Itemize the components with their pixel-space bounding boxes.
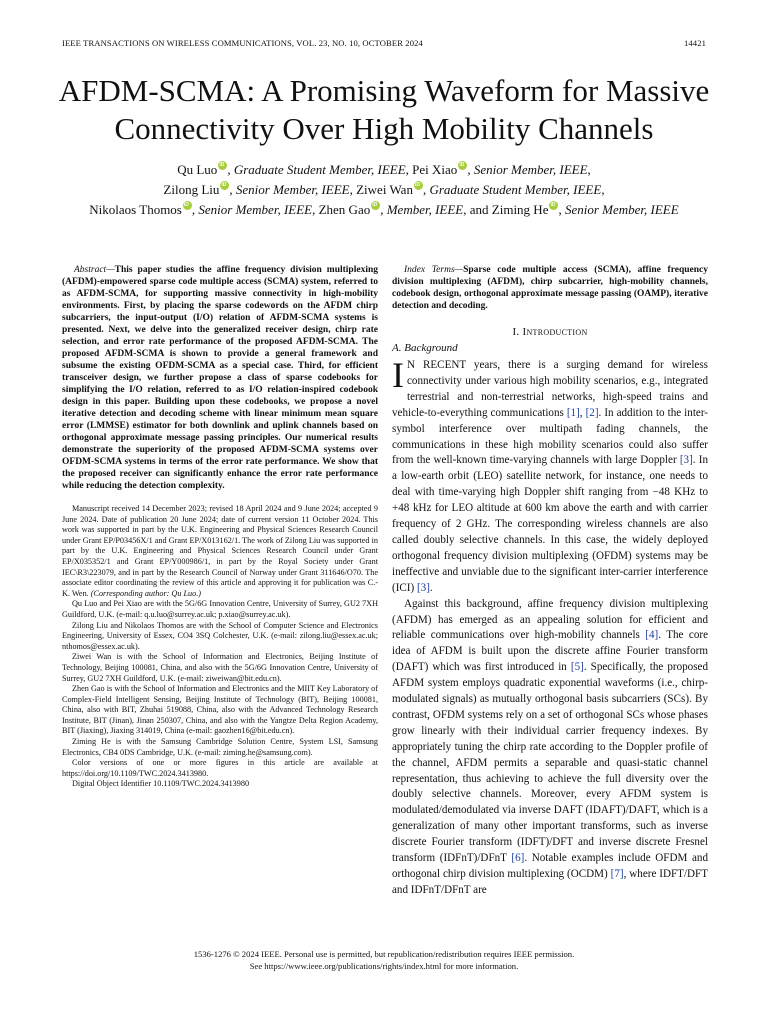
orcid-icon[interactable] [458,161,467,170]
copyright-line-1: 1536-1276 © 2024 IEEE. Personal use is permitted, but republication/redistribution requires IEEE permission. [193,949,575,959]
author-membership: Senior Member, IEEE [235,182,350,197]
author-membership: Senior Member, IEEE [198,202,313,217]
body-paragraph-2: Against this background, affine frequency division multiplexing (AFDM) has emerged as an appealing solution for efficient and reliable communications over high-mobility channels [4]. The core idea of AFDM is built upon the discrete affine Fourier transform (DAFT) which was first introduced in [5]. Specifically, the proposed AFDM system employs quadratic exponential waveforms (i.e., chirp-modulated signals) as mutually orthogonal basis subcarriers (SCs). By contrast, OFDM systems rely on a set of orthogonal SCs whose phases grow linearly with their individual carrier frequency indexes. By appropriately tuning the chirp rate according to the Doppler profile of the channel, AFDM permits a separable and quasi-static channel representation, thus achieving to achieve the full diversity over the doubly selective channels. Moreover, every AFDM system is modulated/demodulated via inverse DAFT (IDAFT)/DAFT, which is a generalization of many other important transforms, such as inverse discrete Fourier transform (IDFT)/DFT and inverse discrete Fresnel transform (IDFnT)/DFnT [6]. Notable examples include OFDM and orthogonal chirp division multiplexing (OCDM) [7], where IDFT/DFT and IDFnT/DFnT are [392,597,708,896]
author-name: Ziwei Wan [356,182,413,197]
abstract [62,264,378,492]
drop-cap: I [392,355,404,395]
author-name: Zilong Liu [163,182,220,197]
author-membership: Graduate Student Member, IEEE [429,182,602,197]
citation-link[interactable]: [7] [610,868,624,880]
citation-link[interactable]: [1] [566,406,580,419]
page-number: 14421 [684,38,706,48]
author-membership: Member, IEEE [386,202,464,217]
citation-link[interactable]: [2] [585,406,599,419]
footnotes [62,504,378,790]
citation-link[interactable]: [4] [645,629,659,642]
footnote-color-note: Color versions of one or more figures in this article are available at https://doi.org/10.1109/TWC.2024.3413980. [62,758,378,778]
citation-link[interactable]: [3] [416,581,430,594]
citation-link[interactable]: [3] [679,454,693,467]
corresponding-author: (Corresponding author: Qu Luo.) [90,588,201,598]
footnote-doi: Digital Object Identifier 10.1109/TWC.2024.3413980 [72,779,250,789]
citation-link[interactable]: [5] [570,661,584,674]
body-paragraph-1: I N RECENT years, there is a surging demand for wireless connectivity under various high mobility scenarios, e.g., integrated terrestrial and non-terrestrial networks, high-speed trains and vehicle-to-everything communications [1], [2]. In addition to the inter-symbol interference over multipath fading channels, the communications in these high mobility scenarios could also suffer from the well-known time-varying channels with large Doppler [3]. In a low-earth orbit (LEO) satellite network, for instance, one needs to deal with time-varying high Doppler shift ranging from −48 KHz to +48 kHz for LEO altitude at 600 km above the earth and with carrier frequency of 2 GHz. The corresponding wireless channels are also called doubly selective channels. In this case, the widely deployed orthogonal frequency division multiplexing (OFDM) systems may be ineffective and unviable due to the significant inter-carrier interference (ICI) [3]. [392,355,708,594]
section-title: Introduction [522,326,588,338]
author-list [20,160,748,220]
orcid-icon[interactable] [220,181,229,190]
footnote-affiliation: Ziwei Wan is with the School of Information and Electronics, Beijing Institute of Technology, Beijing 100081, China, and also with the 5G/6G Innovation Centre, University of Surrey, GU2 7XH Guildford, U.K. (e-mail: ziweiwan@bit.edu.cn). [62,652,378,683]
author-line-1: Qu LuoiD , Graduate Student Member, IEEE, Pei XiaoiD , Senior Member, IEEE, [20,160,748,180]
paper-title [20,72,748,148]
orcid-icon[interactable] [549,201,558,210]
author-name: Ziming He [491,202,549,217]
index-terms-text: Sparse code multiple access (SCMA), affine frequency division multiplexing (AFDM), chirp subcarrier, high-mobility channels, codebook design, orthogonal approximate message passing (OAMP), iterative detection and decoding. [392,265,708,311]
abstract-lead: Abstract— [74,265,115,275]
author-name: Qu Luo [177,162,218,177]
author-name: Nikolaos Thomos [89,202,182,217]
title-line-1: AFDM-SCMA: A Promising Waveform for Massive [58,73,710,108]
left-column [62,264,378,790]
footnote-affiliation: Ziming He is with the Samsung Cambridge Solution Centre, System LSI, Samsung Electronics, CB4 0DS Cambridge, U.K. (e-mail: ziming.he@samsung.com). [62,737,378,757]
index-terms-lead: Index Terms— [404,265,464,275]
author-name: Pei Xiao [412,162,458,177]
copyright-notice [20,948,748,972]
running-header [62,38,706,52]
subsection-heading: A. Background [392,342,458,354]
footnote-affiliation: Zilong Liu and Nikolaos Thomos are with the School of Computer Science and Electronics Engineering, University of Essex, CO4 3SQ Colchester, U.K. (e-mail: zilong.liu@essex.ac.uk; nthomos@essex.ac.uk). [62,620,378,651]
footnote-affiliation: Qu Luo and Pei Xiao are with the 5G/6G Innovation Centre, University of Surrey, GU2 7XH Guildford, U.K. (e-mail: q.u.luo@surrey.ac.uk; p.xiao@surrey.ac.uk). [62,599,378,619]
orcid-icon[interactable] [183,201,192,210]
copyright-line-2: See https://www.ieee.org/publications/rights/index.html for more information. [249,961,519,971]
author-membership: Senior Member, IEEE [564,202,679,217]
footnote-affiliation: Zhen Gao is with the School of Information and Electronics and the MIIT Key Laboratory of Complex-Field Intelligent Sensing, Beijing Institute of Technology (BIT), Beijing 100081, China, also with BIT, Zhuhai 519088, China, also with the Advanced Technology Research Institute, BIT (Jinan), Jinan 250307, China, and also with the Yangtze Delta Region Academy, BIT (Jiaxing), Jiaxing 314019, China (e-mail: gaozhen16@bit.edu.cn). [62,684,378,736]
abstract-text: This paper studies the affine frequency division multiplexing (AFDM)-empowered sparse code multiple access (SCMA) system, referred to as AFDM-SCMA, for supporting massive connectivity in high-mobility environments. First, by placing the sparse codewords on the AFDM chirp subcarriers, the input-output (I/O) relation of AFDM-SCMA systems is presented. Next, we delve into the generalized receiver design, chirp rate selection, and error rate performance of the proposed AFDM-SCMA. The proposed AFDM-SCMA is shown to provide a general framework and subsume the existing OFDM-SCMA as a special case. Third, for efficient transceiver design, we further propose a class of sparse codebooks for simplifying the I/O relation, referred to as I/O relation-inspired codebook design in this paper. Building upon these codebooks, we propose a novel iterative detection and decoding scheme with linear minimum mean square error (LMMSE) estimator for both downlink and uplink channels based on orthogonal approximate message passing principles. Our numerical results demonstrate the superiority of the proposed AFDM-SCMA systems over OFDM-SCMA systems in terms of the error rate performance. We show that the proposed receiver can significantly enhance the error rate performance while reducing the detection complexity. [62,265,378,491]
orcid-icon[interactable] [218,161,227,170]
citation-link[interactable]: [6] [511,852,525,865]
author-line-2: Zilong LiuiD , Senior Member, IEEE, Ziwei WaniD , Graduate Student Member, IEEE, [20,180,748,200]
section-heading: I. Introduction [512,326,588,338]
right-column [392,264,708,899]
footnote-manuscript: Manuscript received 14 December 2023; revised 18 April 2024 and 9 June 2024; accepted 9 June 2024. Date of publication 20 June 2024; date of current version 11 October 2024. This work was supported in part by the U.K. Engineering and Physical Sciences Research Council under Grant EP/P03456X/1 and Grant EP/X013162/1. The work of Zilong Liu was supported in part by the U.K. Engineering and Physical Sciences Research Council under Grant EP/X035352/1 and Grant EP/Y000986/1, in part by the Royal Society under Grant IEC\R3\223079, and in part by the Research Council of Norway under Grant 311646/O70. The associate editor coordinating the review of this article and approving it for publication was C.-K. Wen. (Corresponding author: Qu Luo.) [62,504,378,598]
author-membership: Graduate Student Member, IEEE [233,162,406,177]
author-membership: Senior Member, IEEE [473,162,588,177]
orcid-icon[interactable] [371,201,380,210]
author-line-3: Nikolaos ThomosiD , Senior Member, IEEE, Zhen GaoiD , Member, IEEE, and Ziming HeiD , Senior Member, IEEE [20,200,748,220]
title-line-2: Connectivity Over High Mobility Channels [114,111,654,146]
orcid-icon[interactable] [414,181,423,190]
journal-name: IEEE TRANSACTIONS ON WIRELESS COMMUNICATIONS, VOL. 23, NO. 10, OCTOBER 2024 [62,38,423,48]
index-terms [392,264,708,312]
author-name: Zhen Gao [318,202,371,217]
